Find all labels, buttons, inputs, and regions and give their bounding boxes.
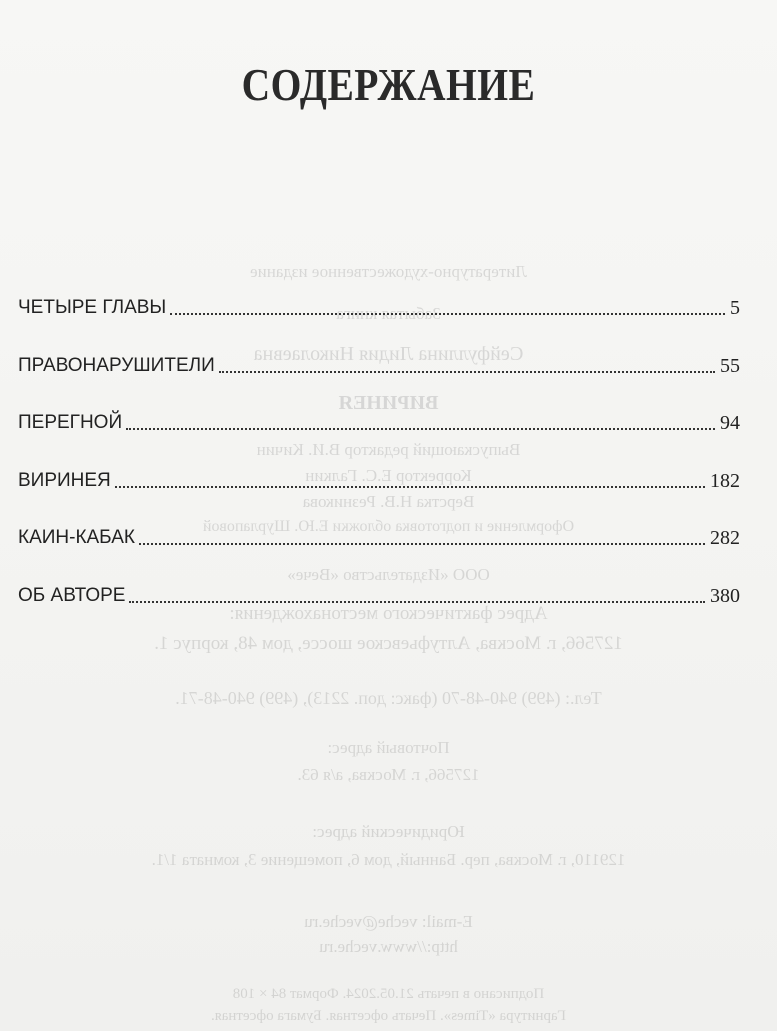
show-through-line: Подписано в печать 21.05.2024. Формат 84 × 108: [232, 986, 545, 1002]
show-through-line: Литературно-художественное издание: [250, 262, 527, 281]
toc-entry-page: 94: [720, 412, 740, 434]
show-through-line: Почтовый адрес:: [327, 738, 450, 757]
show-through-line: Корректор Е.С. Галкин: [305, 466, 472, 485]
toc-entry: [18, 526, 740, 584]
show-through-line: 127566, г. Москва, а/я 63.: [297, 765, 480, 784]
show-through-line: Тел.: (499) 940-48-70 (факс: доп. 2213), (499) 940-48-71.: [175, 688, 602, 708]
page-title: СОДЕРЖАНИЕ: [241, 59, 536, 110]
show-through-line: 129110, г. Москва, пер. Банный, дом 6, помещение 3, комната 1/1.: [151, 850, 626, 869]
toc-leader-dots: [115, 469, 705, 488]
toc-entry-page: 55: [720, 354, 740, 377]
table-of-contents: [18, 296, 740, 641]
show-through-line: Забытая книга: [336, 304, 441, 323]
show-through-line: E-mail: veche@veche.ru: [304, 912, 473, 931]
toc-entry-label: ЧЕТЫРЕ ГЛАВЫ: [18, 297, 167, 318]
toc-leader-dots: [170, 296, 725, 315]
toc-entry: [18, 411, 740, 469]
show-through-line: ООО «Издательство «Вече»: [287, 565, 490, 584]
toc-entry-page: 182: [710, 469, 740, 492]
toc-entry-label: ПРАВОНАРУШИТЕЛИ: [18, 354, 215, 376]
toc-entry: [18, 296, 740, 354]
toc-leader-dots: [139, 526, 705, 545]
show-through-line: Адрес фактического местонахождения:: [229, 603, 548, 624]
toc-entry-page: 282: [710, 527, 740, 549]
toc-entry-page: 5: [730, 297, 740, 319]
show-through-line: Сейфуллина Лидия Николаевна: [253, 343, 524, 365]
show-through-line: Оформление и подготовка обложки Е.Ю. Шурлаповой: [202, 518, 575, 535]
toc-leader-dots: [219, 354, 715, 373]
toc-entry: [18, 354, 740, 412]
show-through-line: Выпускающий редактор В.И. Кичин: [256, 440, 521, 459]
toc-entry-label: ОБ АВТОРЕ: [18, 584, 126, 606]
toc-leader-dots: [126, 411, 715, 430]
toc-entry-label: КАИН-КАБАК: [18, 527, 135, 548]
toc-entry-page: 380: [710, 584, 740, 607]
show-through-line: Юридический адрес:: [312, 822, 465, 841]
toc-entry-label: ПЕРЕГНОЙ: [18, 412, 123, 433]
toc-entry: [18, 584, 740, 642]
toc-leader-dots: [129, 584, 705, 603]
show-through-line: 127566, г. Москва, Алтуфьевское шоссе, дом 48, корпус 1.: [154, 633, 623, 654]
show-through-line: Гарнитура «Times». Печать офсетная. Бумага офсетная.: [211, 1008, 566, 1024]
show-through-line: ВИРИНЕЯ: [338, 392, 439, 414]
toc-entry: [18, 469, 740, 527]
show-through-line: Верстка Н.В. Резникова: [302, 492, 475, 511]
show-through-line: http://www.veche.ru: [319, 937, 458, 956]
toc-entry-label: ВИРИНЕЯ: [18, 469, 111, 491]
